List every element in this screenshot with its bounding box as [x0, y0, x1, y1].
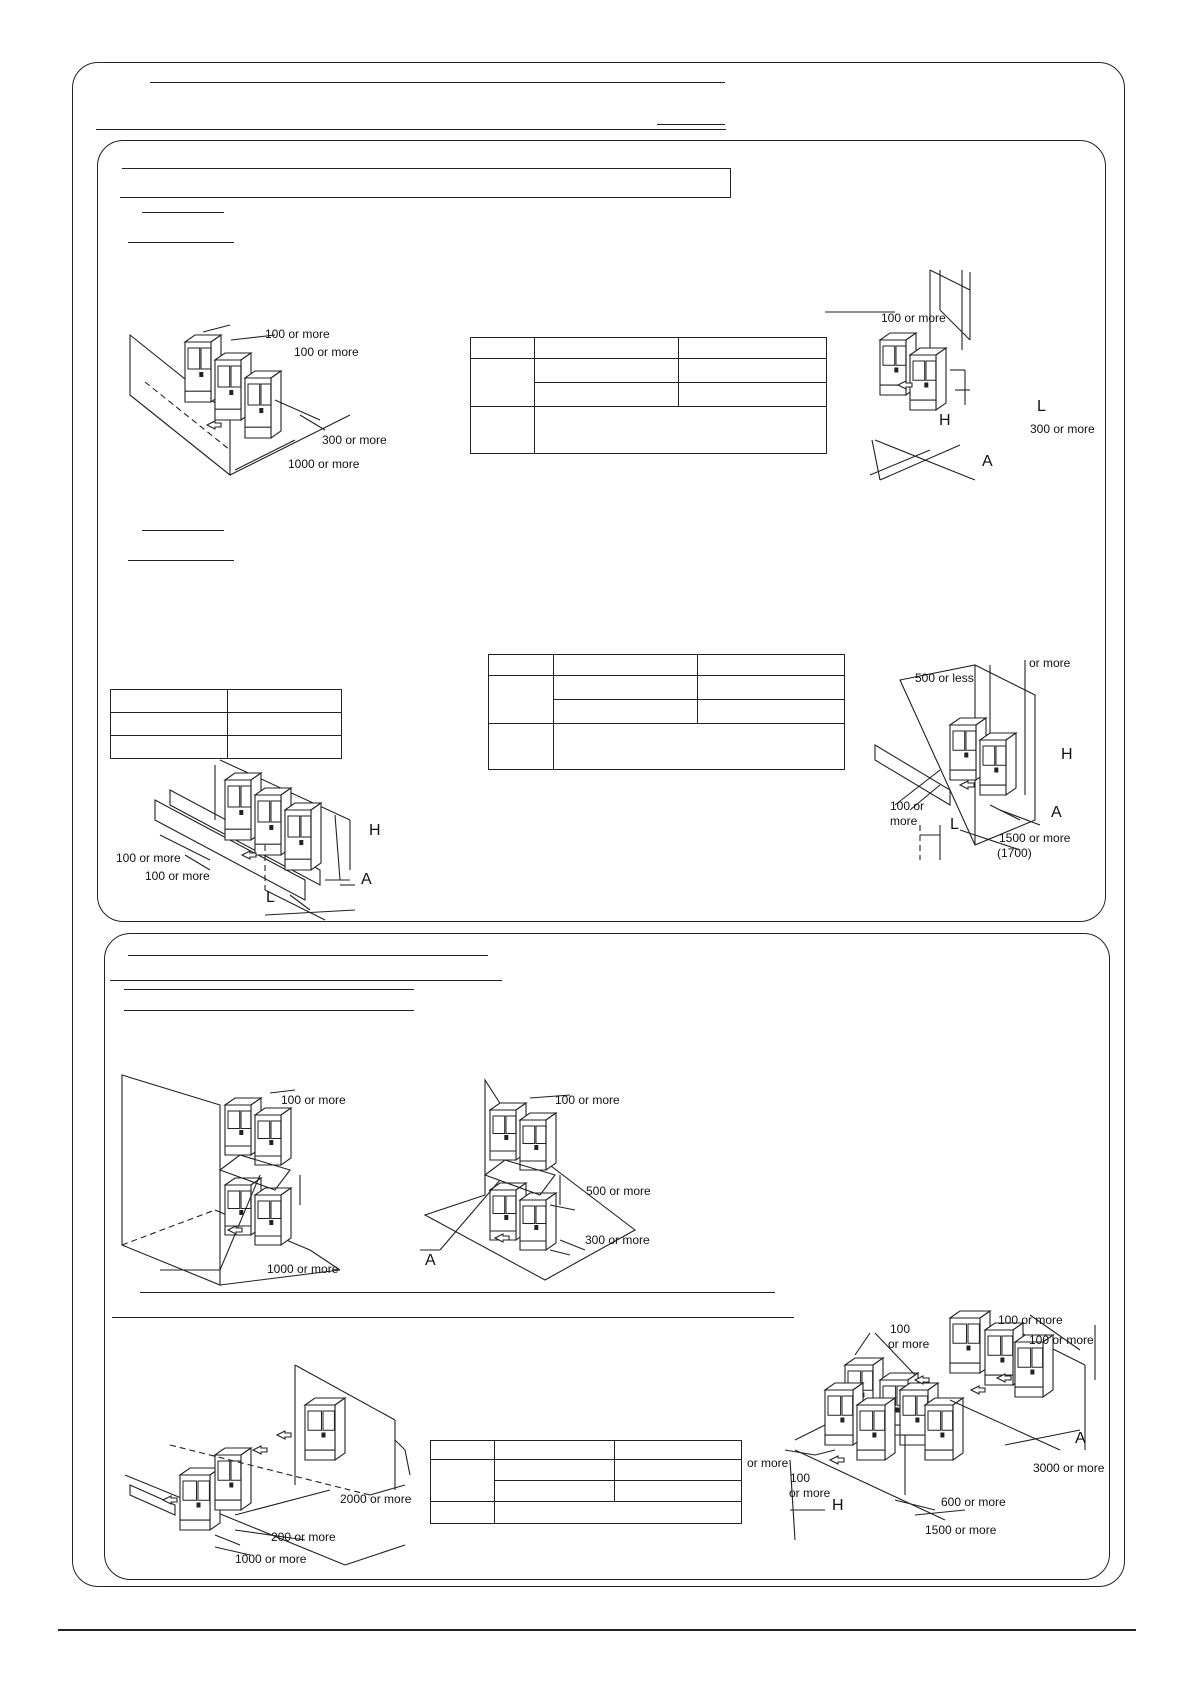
wall-panel — [122, 1075, 220, 1285]
unit-front — [825, 1390, 853, 1445]
dim-label: 200 or more — [271, 1530, 336, 1544]
unit-side — [546, 1113, 556, 1170]
unit-badge — [1030, 1370, 1034, 1375]
dimension-line — [785, 1450, 815, 1455]
dim-label: or more — [888, 1337, 930, 1351]
dimension-line — [930, 270, 970, 290]
dimension-line — [235, 440, 295, 470]
heading-rule — [112, 1317, 794, 1318]
dim-label: 100 — [790, 1471, 811, 1485]
dim-label-A: A — [361, 871, 372, 888]
unit-badge — [299, 840, 303, 845]
dim-label-A: A — [425, 1252, 436, 1269]
dim-label-L: L — [266, 889, 275, 906]
dim-label: 100 or more — [116, 851, 181, 865]
dimension-line — [950, 1400, 1060, 1450]
dim-label-H: H — [939, 412, 951, 429]
footer-rule — [58, 1629, 1136, 1631]
unit-front — [215, 360, 241, 420]
spec-table-2 — [110, 689, 342, 759]
unit-front — [950, 725, 976, 780]
unit-badge — [895, 1408, 899, 1413]
unit-badge — [269, 1140, 273, 1145]
dim-label: 300 or more — [322, 433, 387, 447]
dim-label: 100 or more — [998, 1313, 1063, 1327]
unit-front — [245, 378, 271, 438]
unit-badge — [534, 1225, 538, 1230]
unit-badge — [872, 1433, 876, 1438]
unit-front — [180, 1475, 210, 1530]
unit-badge — [229, 1483, 233, 1488]
dim-label: or more — [789, 1486, 831, 1500]
dim-label: 300 or more — [1030, 422, 1095, 436]
wall-panel — [875, 745, 950, 805]
dim-label: 100 or more — [145, 869, 210, 883]
unit-front — [255, 795, 281, 855]
dimension-line — [122, 1210, 215, 1245]
unit-front — [255, 1115, 281, 1165]
dimension-line — [203, 325, 230, 332]
dim-label: 500 or less — [915, 671, 974, 685]
unit-badge — [994, 768, 998, 773]
heading-rule — [124, 989, 414, 990]
unit-front — [490, 1110, 516, 1160]
dim-label: 100 or more — [294, 345, 359, 359]
unit-front — [490, 1190, 516, 1240]
dimension-line — [550, 1250, 570, 1255]
heading-rule — [657, 124, 725, 125]
airflow-arrow-icon — [253, 1446, 267, 1454]
unit-side — [1006, 733, 1016, 795]
unit-badge — [964, 753, 968, 758]
dim-label: 100 — [890, 1322, 911, 1336]
unit-front — [520, 1200, 546, 1250]
unit-side — [335, 1398, 345, 1460]
unit-side — [546, 1193, 556, 1250]
heading-rule — [122, 168, 730, 169]
unit-side — [241, 1448, 251, 1510]
dim-label: more — [890, 814, 918, 828]
unit-badge — [239, 1210, 243, 1215]
section-title-box — [120, 168, 731, 198]
heading-rule — [124, 1010, 414, 1011]
unit-badge — [259, 408, 263, 413]
dimension-line — [275, 400, 320, 420]
dimension-line — [405, 1450, 410, 1475]
dim-label: 1000 or more — [288, 457, 360, 471]
heading-rule — [150, 82, 725, 83]
diagram-stacked-floor — [420, 1075, 680, 1285]
dimension-line — [215, 1535, 240, 1545]
spec-table-3 — [488, 654, 845, 770]
diagram-single-row-wall — [125, 320, 405, 490]
dim-label-L: L — [950, 816, 959, 833]
spec-table-1 — [470, 337, 827, 454]
dim-label: 1500 or more — [999, 831, 1071, 845]
airflow-arrow-icon — [207, 421, 221, 429]
unit-badge — [269, 825, 273, 830]
dim-label-H: H — [832, 1497, 844, 1514]
unit-side — [953, 1398, 963, 1460]
dim-label: 100 or more — [881, 311, 946, 325]
unit-front — [285, 810, 311, 870]
spec-table-4 — [430, 1440, 742, 1524]
unit-badge — [940, 1433, 944, 1438]
diagram-obstacle-front — [870, 270, 1120, 470]
dim-label: 100 or more — [555, 1093, 620, 1107]
dim-label: 100 or more — [265, 327, 330, 341]
unit-front — [910, 355, 936, 410]
dim-label-H: H — [369, 822, 381, 839]
unit-front — [225, 780, 251, 840]
subheading-rule — [142, 212, 224, 213]
unit-front — [305, 1405, 335, 1460]
dimension-line — [815, 1450, 835, 1455]
dimension-line — [265, 910, 355, 915]
diagram-multi-row — [125, 1365, 415, 1565]
dim-label-A: A — [982, 453, 993, 470]
dimension-line — [855, 1333, 870, 1355]
unit-front — [900, 1390, 928, 1445]
dim-label-H: H — [1061, 746, 1073, 763]
unit-front — [255, 1195, 281, 1245]
dimension-line — [395, 1440, 405, 1450]
dimension-line — [345, 1545, 405, 1565]
unit-side — [271, 371, 281, 438]
unit-badge — [197, 1503, 201, 1508]
dimension-line — [895, 1500, 935, 1510]
dim-label-L: L — [1037, 398, 1046, 415]
dimension-line — [990, 805, 1020, 820]
unit-side — [281, 1108, 291, 1165]
dim-label: 3000 or more — [1033, 1461, 1105, 1475]
dim-label: (1700) — [997, 846, 1032, 860]
unit-badge — [504, 1215, 508, 1220]
dim-label: 500 or more — [586, 1184, 651, 1198]
unit-side — [281, 1188, 291, 1245]
airflow-arrow-icon — [277, 1431, 291, 1439]
dim-label: or more — [747, 1456, 789, 1470]
unit-front — [857, 1405, 885, 1460]
dimension-line — [1000, 810, 1040, 825]
unit-front — [980, 740, 1006, 795]
unit-badge — [322, 1433, 326, 1438]
unit-front — [215, 1455, 241, 1510]
dim-label: 100 or — [890, 799, 925, 813]
heading-rule — [96, 129, 726, 130]
dimension-line — [915, 1510, 965, 1515]
dim-label: 600 or more — [941, 1495, 1006, 1509]
dim-label: 100 or more — [281, 1093, 346, 1107]
dim-label: or more — [1029, 656, 1071, 670]
diagram-walls-both-sides — [110, 760, 410, 920]
dim-label: 1000 or more — [235, 1552, 307, 1566]
unit-badge — [239, 1130, 243, 1135]
dimension-line — [335, 815, 340, 880]
unit-side — [311, 803, 321, 870]
airflow-arrow-icon — [960, 781, 974, 789]
unit-front — [950, 1318, 980, 1373]
unit-badge — [894, 368, 898, 373]
airflow-arrow-icon — [163, 1496, 177, 1504]
dim-label: 2000 or more — [340, 1492, 412, 1506]
unit-badge — [199, 372, 203, 377]
unit-badge — [915, 1418, 919, 1423]
dim-label-A: A — [1051, 804, 1062, 821]
dim-label-A: A — [1075, 1430, 1086, 1447]
unit-badge — [534, 1145, 538, 1150]
unit-badge — [1000, 1358, 1004, 1363]
dim-label: 1000 or more — [267, 1262, 339, 1276]
unit-badge — [924, 383, 928, 388]
unit-side — [936, 348, 946, 410]
heading-rule — [140, 1292, 775, 1293]
dimension-line — [185, 855, 210, 870]
subheading-rule — [128, 560, 234, 561]
unit-badge — [840, 1418, 844, 1423]
airflow-arrow-icon — [971, 1386, 985, 1394]
unit-front — [185, 342, 211, 402]
dim-label: 1500 or more — [925, 1523, 997, 1537]
unit-badge — [239, 810, 243, 815]
airflow-arrow-icon — [830, 1456, 844, 1464]
unit-badge — [269, 1220, 273, 1225]
heading-rule — [110, 980, 502, 981]
unit-front — [1015, 1342, 1043, 1397]
unit-front — [925, 1405, 953, 1460]
unit-front — [225, 1105, 251, 1155]
subheading-rule — [142, 530, 224, 531]
unit-badge — [504, 1135, 508, 1140]
dimension-line — [1005, 1430, 1080, 1445]
heading-rule — [128, 955, 488, 956]
dim-label: 300 or more — [585, 1233, 650, 1247]
unit-side — [885, 1398, 895, 1460]
dim-label: 100 or more — [1029, 1333, 1094, 1347]
unit-badge — [967, 1346, 971, 1351]
subheading-rule — [128, 242, 234, 243]
unit-front — [520, 1120, 546, 1170]
unit-badge — [229, 390, 233, 395]
dimension-line — [560, 1240, 585, 1250]
